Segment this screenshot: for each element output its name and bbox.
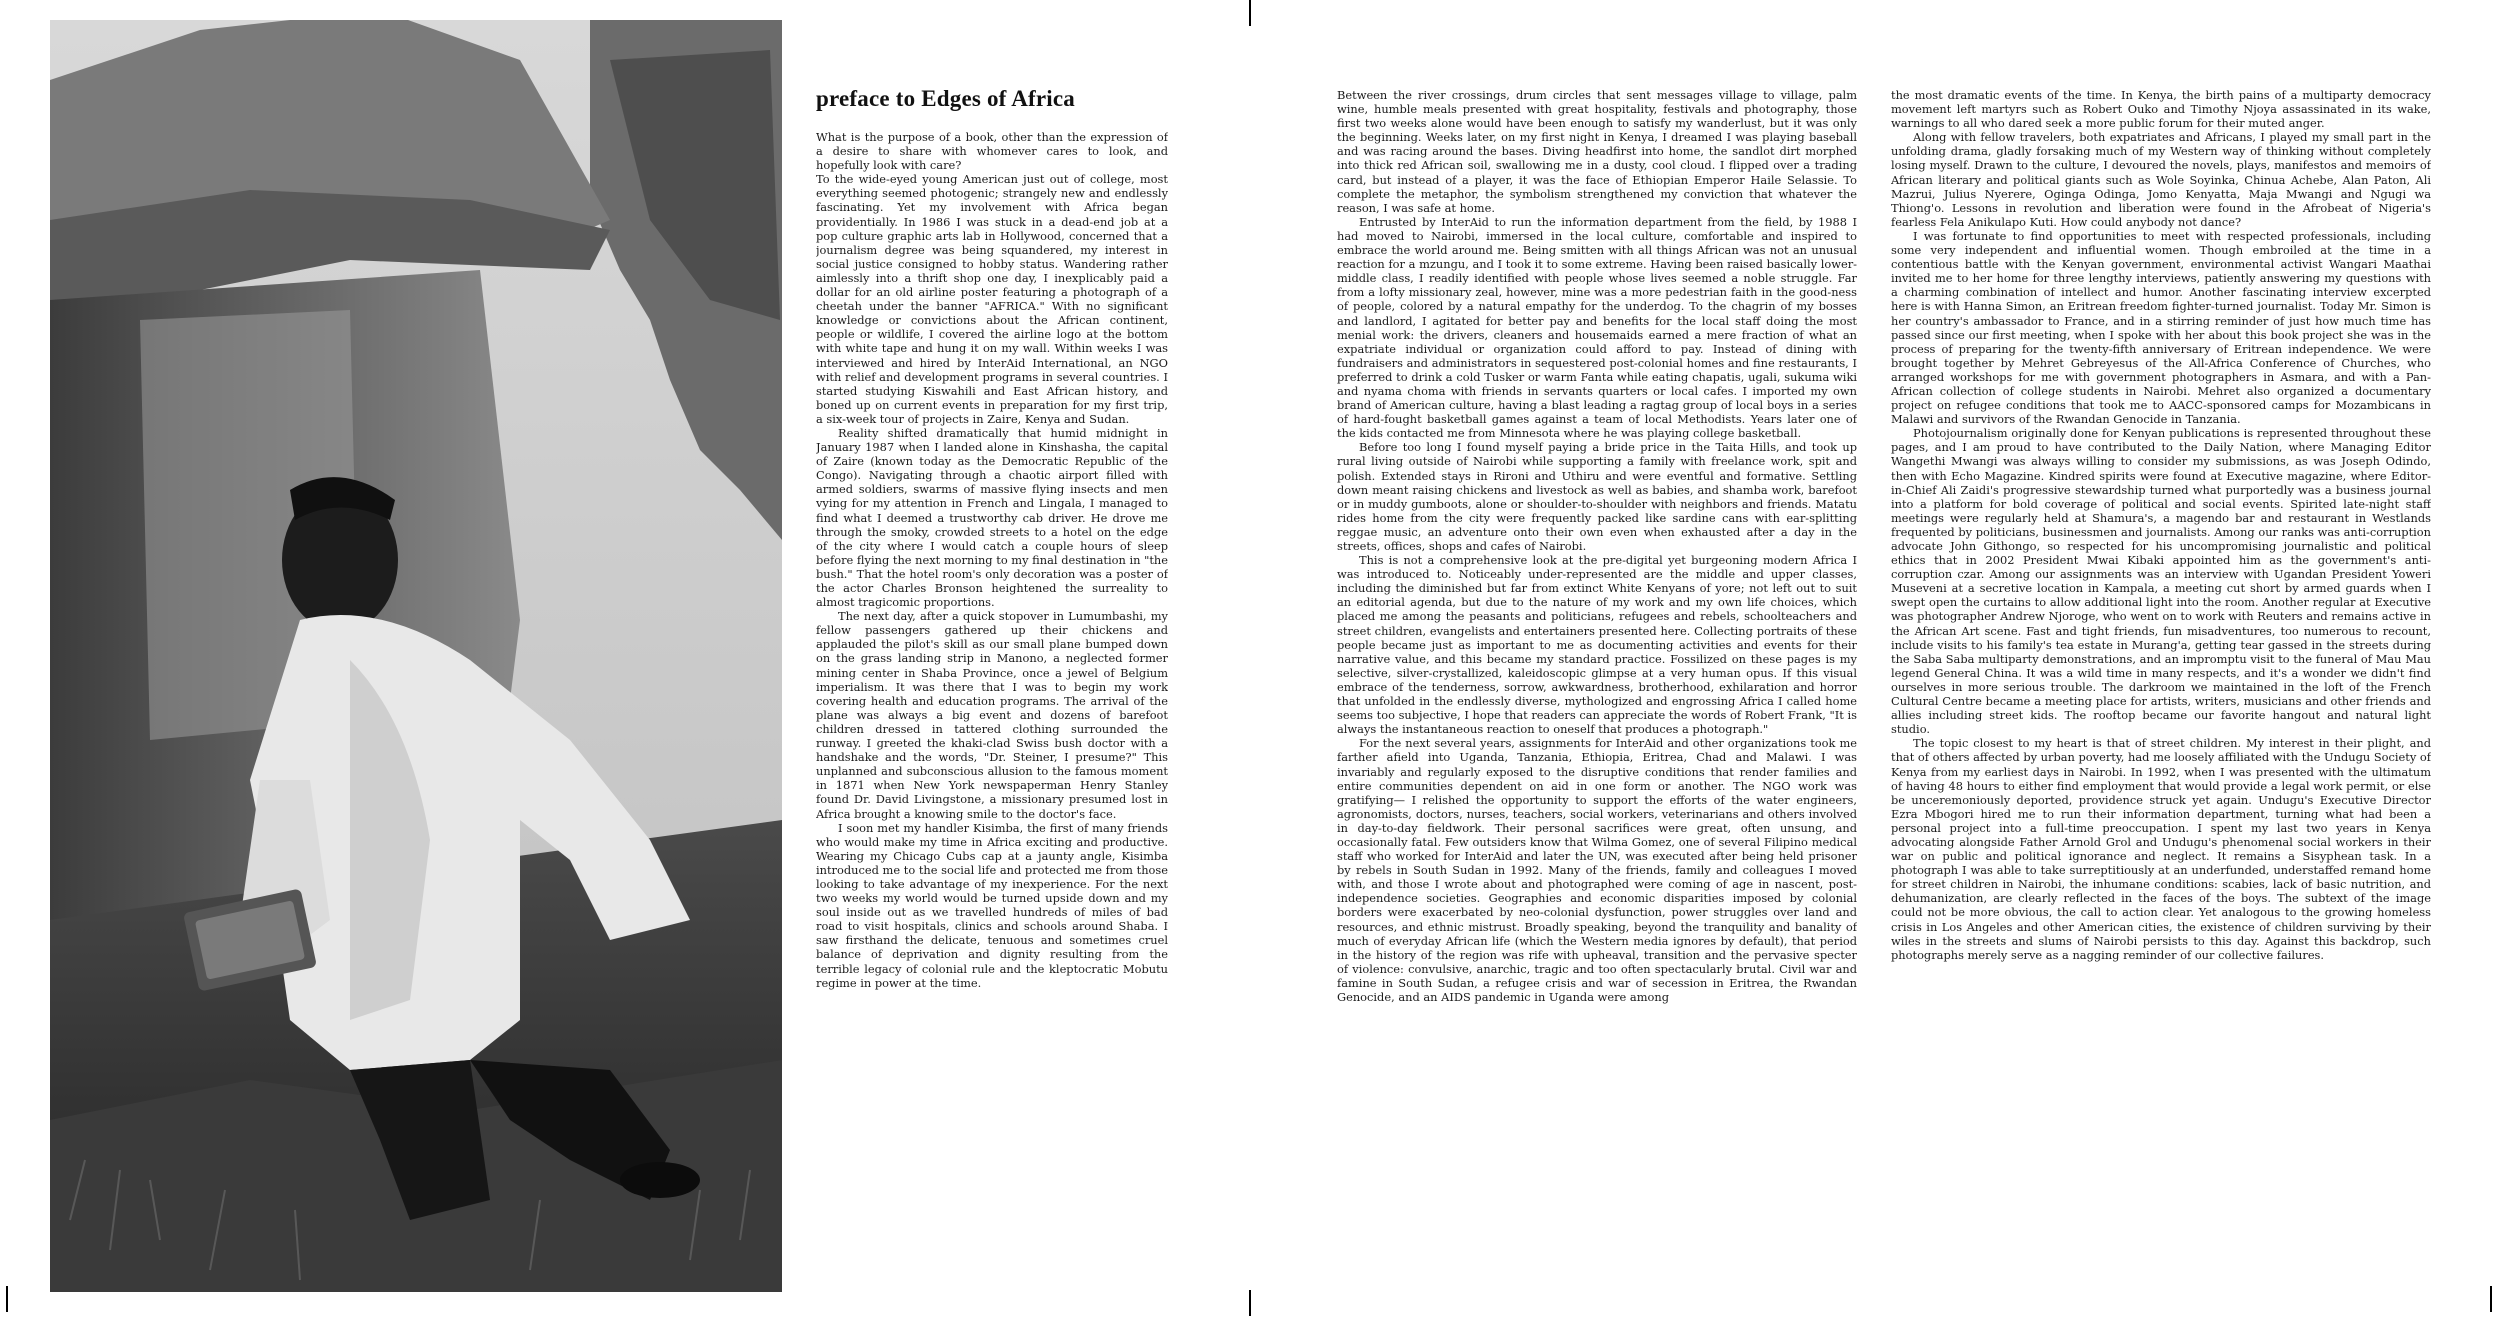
paragraph: Before too long I found myself paying a bride price in the Taita Hills, and took up rural living outside of Nairobi while supporting a family with freelance work, spit and polish. Extended stays in Rironi and Uthiru and were eventful and formative. Settling down meant raising chickens and livestock as well as babies, and shamba work, barefoot or in muddy gumboots, alone or shoulder-to-shoulder with neighbors and friends. Matatu rides home from the city were frequently packed like sardine cans with ear-splitting reggae music, an adventure onto their own even when exhausted after a day in the streets, offices, shops and cafes of Nairobi.: [1337, 440, 1857, 553]
text-column-3: [1891, 88, 2431, 1158]
text-column-1: [816, 130, 1168, 1180]
paragraph: Between the river crossings, drum circles that sent messages village to village, palm wine, humble meals presented with great hospitality, festivals and photography, those first two weeks alone would have been enough to satisfy my wanderlust, but it was only the beginning. Weeks later, on my first night in Kenya, I dreamed I was playing baseball and was racing around the bases. Diving headfirst into home, the sandlot dirt morphed into thick red African soil, swallowing me in a dusty, cool cloud. I flipped over a trading card, but instead of a player, it was the face of Ethiopian Emperor Haile Selassie. To complete the metaphor, the symbolism strengthened my conviction that whatever the reason, I was safe at home.: [1337, 88, 1857, 215]
paragraph: Reality shifted dramatically that humid midnight in January 1987 when I landed alone in Kinshasha, the capital of Zaire (known today as the Democratic Republic of the Congo). Navigating through a chaotic airport filled with armed soldiers, swarms of massive flying insects and men vying for my attention in French and Lingala, I managed to find what I deemed a trustworthy cab driver. He drove me through the smoky, crowded streets to a hotel on the edge of the city where I would catch a couple hours of sleep before flying the next morning to my final destination in "the bush." That the hotel room's only decoration was a poster of the actor Charles Bronson heightened the surreality to almost tragicomic proportions.: [816, 425, 1168, 610]
paragraph: What is the purpose of a book, other than the expression of a desire to share with whomever cares to look, and hopefully look with care?: [816, 130, 1168, 173]
paragraph: The next day, after a quick stopover in Lumumbashi, my fellow passengers gathered up their chickens and applauded the pilot's skill as our small plane bumped down on the grass landing strip in Manono, a neglected former mining center in Shaba Province, once a jewel of Belgium imperialism. It was there that I was to begin my work covering health and education programs. The arrival of the plane was always a big event and dozens of barefoot children dressed in tattered clothing surrounded the runway. I greeted the khaki-clad Swiss bush doctor with a handshake and the words, "Dr. Steiner, I presume?" This unplanned and subconscious allusion to the famous moment in 1871 when New York newspaperman Henry Stanley found Dr. David Livingstone, a missionary presumed lost in Africa brought a knowing smile to the doctor's face.: [816, 609, 1168, 821]
paragraph: I was fortunate to find opportunities to meet with respected professionals, including some very independent and influential women. Though embroiled at the time in a contentious battle with the Kenyan government, environmental activist Wangari Maathai invited me to her home for three lengthy interviews, patiently answering my questions with a charming combination of intellect and humor. Another fascinating interview excerpted here is with Hanna Simon, an Eritrean freedom fighter-turned journalist. Today Mr. Simon is her country's ambassador to France, and in a stirring reminder of just how much time has passed since our first meeting, when I spoke with her about this book project she was in the process of preparing for the twenty-fifth anniversary of Eritrean independence. We were brought together by Mehret Gebreyesus of the All-Africa Conference of Churches, who arranged workshops for me with government photographers in Asmara, and with a Pan-African collection of college students in Nairobi. Mehret also organized a documentary project on refugee conditions that took me to AACC-sponsored camps for Mozambicans in Malawi and survivors of the Rwandan Genocide in Tanzania.: [1891, 228, 2431, 427]
paragraph: the most dramatic events of the time. In Kenya, the birth pains of a multiparty democracy movement left martyrs such as Robert Ouko and Timothy Njoya assassinated in its wake, warnings to all who dared seek a more public forum for their muted anger.: [1891, 88, 2431, 131]
crop-mark-bottom-left: [6, 1286, 8, 1312]
paragraph: Photojournalism originally done for Kenyan publications is represented throughout these pages, and I am proud to have contributed to the Daily Nation, where Managing Editor Wangethi Mwangi was always willing to consider my submissions, as was Joseph Odindo, then with Echo Magazine. Kindred spirits were found at Executive magazine, where Editor-in-Chief Ali Zaidi's progressive stewardship turned what purportedly was a business journal into a platform for bold coverage of political and social events. Spirited late-night staff meetings were regularly held at Shamura's, a magendo bar and restaurant in Westlands frequented by politicians, businessmen and journalists. Among our ranks was anti-corruption advocate John Githongo, so respected for his uncompromising journalistic and political ethics that in 2002 President Mwai Kibaki appointed him as the government's anti-corruption czar. Among our assignments was an interview with Ugandan President Yoweri Museveni at a secretive location in Kampala, a meeting cut short by armed guards when I swept open the curtains to allow additional light into the room. Another regular at Executive was photographer Andrew Njoroge, who went on to work with Reuters and remains active in the African Art scene. Fast and tight friends, fun misadventures, too numerous to recount, include visits to his family's tea estate in Murang'a, getting tear gassed in the streets during the Saba Saba multiparty demonstrations, and an impromptu visit to the funeral of Mau Mau legend General China. It was a wild time in many respects, and it's a wonder we didn't find ourselves in more serious trouble. The darkroom we maintained in the loft of the French Cultural Centre became a meeting place for artists, writers, musicians and other friends and allies including street kids. The rooftop became our favorite hangout and natural light studio.: [1891, 426, 2431, 737]
paragraph: For the next several years, assignments for InterAid and other organizations took me farther afield into Uganda, Tanzania, Ethiopia, Eritrea, Chad and Malawi. I was invariably and regularly exposed to the disruptive conditions that render families and entire communities dependent on aid in one form or another. The NGO work was gratifying— I relished the opportunity to support the efforts of the water engineers, agronomists, doctors, nurses, teachers, social workers, veterinarians and others involved in day-to-day fieldwork. Their personal sacrifices were great, often unsung, and occasionally fatal. Few outsiders know that Wilma Gomez, one of several Filipino medical staff who worked for InterAid and later the UN, was executed after being held prisoner by rebels in South Sudan in 1992. Many of the friends, family and colleagues I moved with, and those I wrote about and photographed were coming of age in nascent, post-independence societies. Geographies and economic disparities imposed by colonial borders were exacerbated by neo-colonial dysfunction, power struggles over land and resources, and ethnic mistrust. Broadly speaking, beyond the tranquility and banality of much of everyday African life (which the Western media ignores by default), that period in the history of the region was rife with upheaval, transition and the pervasive specter of violence: convulsive, anarchic, tragic and too often spectacularly brutal. Civil war and famine in South Sudan, a refugee crisis and war of secession in Eritrea, the Rwandan Genocide, and an AIDS pandemic in Uganda were among: [1337, 736, 1857, 1004]
paragraph: Entrusted by InterAid to run the information department from the field, by 1988 I had moved to Nairobi, immersed in the local culture, comfortable and inspired to embrace the world around me. Being smitten with all things African was not an unusual reaction for a mzungu, and I took it to some extreme. Having been raised basically lower-middle class, I readily identified with people whose lives seemed a noble struggle. Far from a lofty missionary zeal, however, mine was a more pedestrian faith in the good-ness of people, colored by a natural empathy for the underdog. To the chagrin of my bosses and landlord, I agitated for better pay and benefits for the local staff doing the most menial work: the drivers, cleaners and housemaids earned a mere fraction of what an expatriate individual or organization could afford to pay. Instead of dining with fundraisers and administrators in sequestered post-colonial homes and fine restaurants, I preferred to drink a cold Tusker or warm Fanta while eating chapatis, ugali, sukuma wiki and nyama choma with friends in servants quarters or local cafes. I imported my own brand of American culture, having a blast leading a ragtag group of local boys in a series of hard-fought basketball games against a team of local Methodists. Years later one of the kids contacted me from Minnesota where he was playing college basketball.: [1337, 214, 1857, 441]
cover-photograph: [50, 20, 782, 1292]
crop-mark-top-center: [1249, 0, 1251, 26]
man-kneeling-holding-book-icon: [50, 20, 782, 1292]
text-column-2: [1337, 88, 1857, 1178]
paragraph: This is not a comprehensive look at the pre-digital yet burgeoning modern Africa I was introduced to. Noticeably under-represented are the middle and upper classes, including the diminished but far from extinct White Kenyans of yore; not left out to suit an editorial agenda, but due to the nature of my work and my own life choices, which placed me among the peasants and politicians, refugees and rebels, schoolteachers and street children, evangelists and entertainers presented here. Collecting portraits of these people became just as important to me as documenting activities and events for their narrative value, and this became my standard practice. Fossilized on these pages is my selective, silver-crystallized, kaleidoscopic glimpse at a very human opus. If this visual embrace of the tenderness, sorrow, awkwardness, brotherhood, exhilaration and horror that unfolded in the endlessly diverse, mythologized and engrossing Africa I called home seems too subjective, I hope that readers can appreciate the words of Robert Frank, "It is always the instantaneous reaction to oneself that produces a photograph.": [1337, 553, 1857, 737]
crop-mark-bottom-center: [1249, 1290, 1251, 1316]
paragraph: I soon met my handler Kisimba, the first of many friends who would make my time in Africa exciting and productive. Wearing my Chicago Cubs cap at a jaunty angle, Kisimba introduced me to the social life and protected me from those looking to take advantage of my inexperience. For the next two weeks my world would be turned upside down and my soul inside out as we travelled hundreds of miles of bad road to visit hospitals, clinics and schools around Shaba. I saw firsthand the delicate, tenuous and sometimes cruel balance of deprivation and dignity resulting from the terrible legacy of colonial rule and the kleptocratic Mobutu regime in power at the time.: [816, 820, 1168, 990]
crop-mark-bottom-right: [2490, 1286, 2492, 1312]
page-title: preface to Edges of Africa: [816, 86, 1075, 111]
paragraph: Along with fellow travelers, both expatriates and Africans, I played my small part in the unfolding drama, gladly forsaking much of my Western way of thinking without completely losing myself. Drawn to the culture, I devoured the novels, plays, manifestos and memoirs of African literary and political giants such as Wole Soyinka, Chinua Achebe, Alan Paton, Ali Mazrui, Julius Nyerere, Oginga Odinga, Jomo Kenyatta, Maja Mwangi and Ngugi wa Thiong'o. Lessons in revolution and liberation were found in the Afrobeat of Nigeria's fearless Fela Anikulapo Kuti. How could anybody not dance?: [1891, 130, 2431, 229]
paragraph: To the wide-eyed young American just out of college, most everything seemed photogenic; strangely new and endlessly fascinating. Yet my involvement with Africa began providentially. In 1986 I was stuck in a dead-end job at a pop culture graphic arts lab in Hollywood, concerned that a journalism degree was being squandered, my interest in social justice consigned to hobby status. Wandering rather aimlessly into a thrift shop one day, I inexplicably paid a dollar for an old airline poster featuring a photograph of a cheetah under the banner "AFRICA." With no significant knowledge or convictions about the African continent, people or wildlife, I covered the airline logo at the bottom with white tape and hung it on my wall. Within weeks I was interviewed and hired by InterAid International, an NGO with relief and development programs in several countries. I started studying Kiswahili and East African history, and boned up on current events in preparation for my first trip, a six-week tour of projects in Zaire, Kenya and Sudan.: [816, 172, 1168, 426]
paragraph: The topic closest to my heart is that of street children. My interest in their plight, and that of others affected by urban poverty, had me loosely affiliated with the Undugu Society of Kenya from my earliest days in Nairobi. In 1992, when I was presented with the ultimatum of having 48 hours to either find employment that would provide a legal work permit, or else be unceremoniously deported, providence struck yet again. Undugu's Executive Director Ezra Mbogori hired me to run their information department, turning what had been a personal project into a full-time preoccupation. I spent my last two years in Kenya advocating alongside Father Arnold Grol and Undugu's phenomenal social workers in their war on public and political ignorance and neglect. It remains a Sisyphean task. In a photograph I was able to take surreptitiously at an underfunded, understaffed remand home for street children in Nairobi, the inhumane conditions: scabies, lack of basic nutrition, and dehumanization, are clearly reflected in the faces of the boys. The subtext of the image could not be more obvious, the call to action clear. Yet analogous to the growing homeless crisis in Los Angeles and other American cities, the existence of children surviving by their wiles in the streets and slums of Nairobi persists to this day. Against this backdrop, such photographs merely serve as a nagging reminder of our collective failures.: [1891, 736, 2431, 962]
